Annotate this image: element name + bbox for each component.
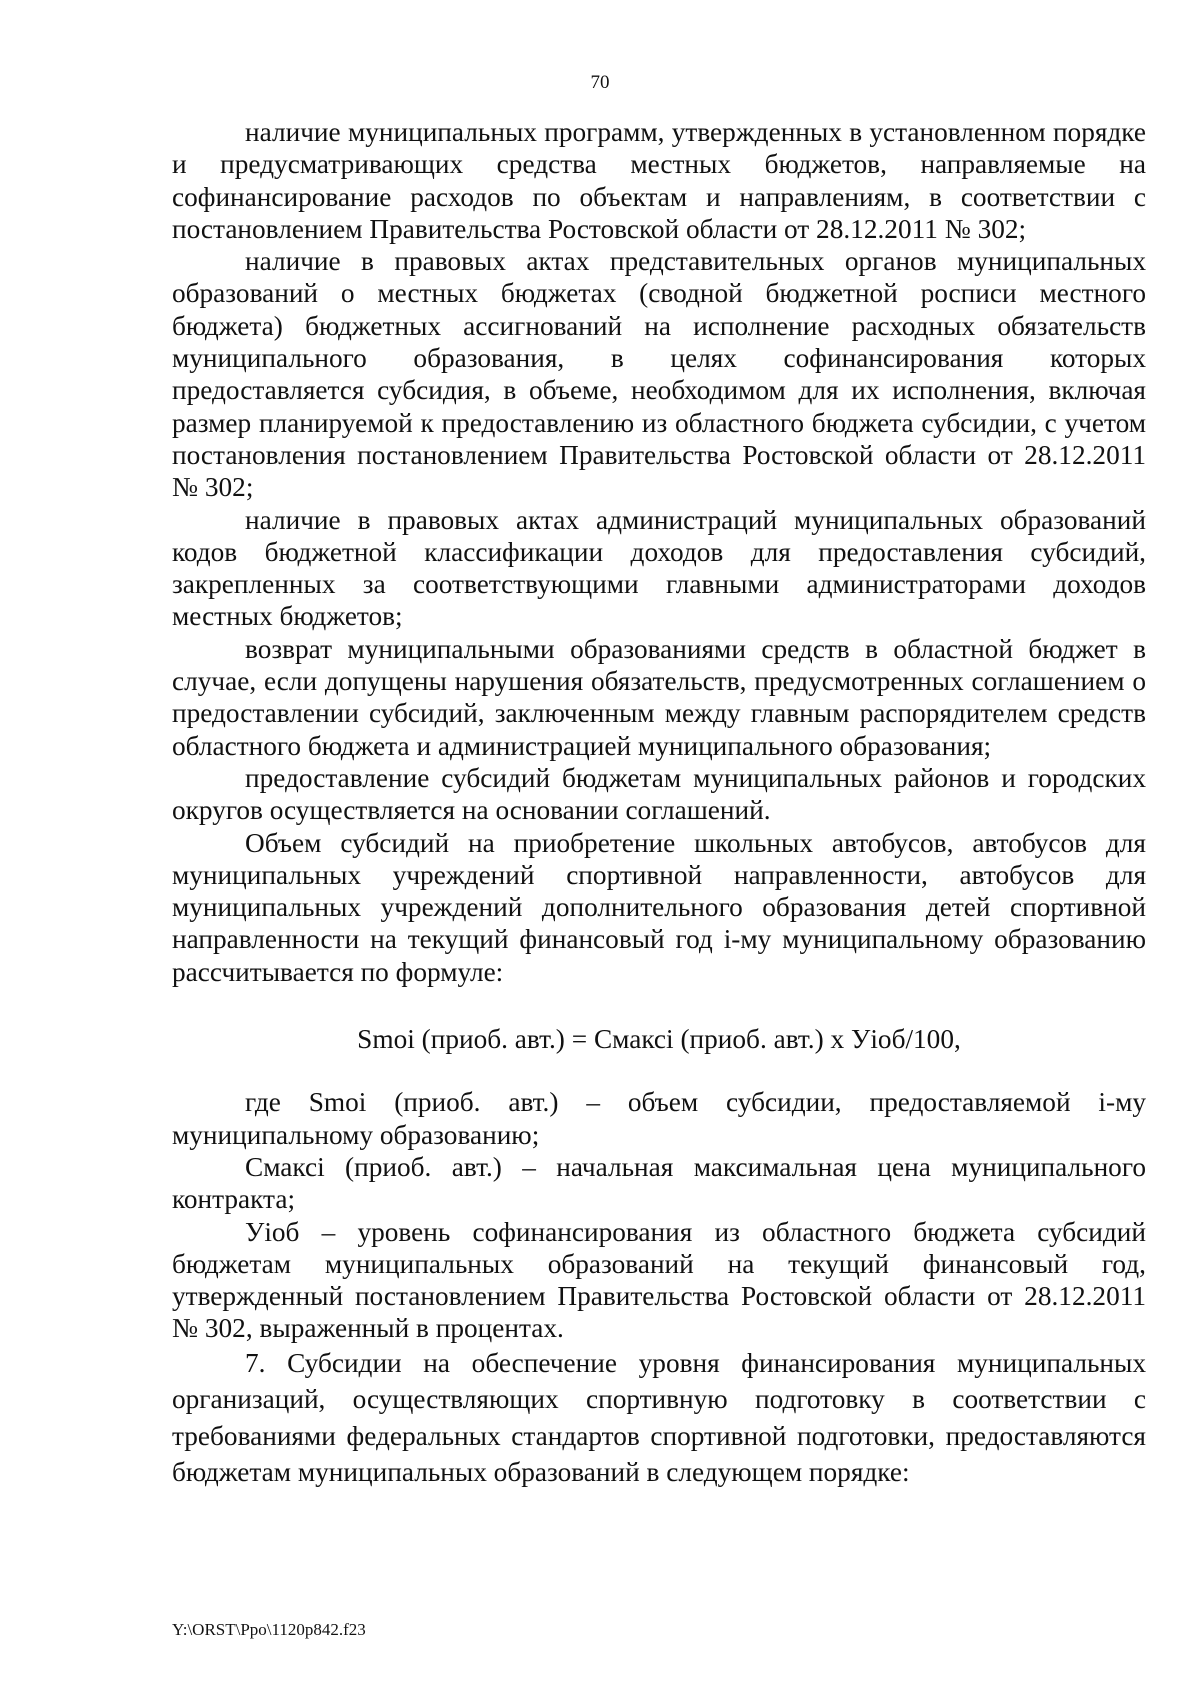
document-body [172,116,1146,1491]
paragraph-budget-allocations: наличие в правовых актах представительных органов муниципальных образований о местных бюджетах (сводной бюджетной росписи местного бюджета) бюджетных ассигнований на исполнение расходных обязательств муниципального образования, в целях софинансирования которых предоставляется субсидия, в объеме, необходимом для их исполнения, включая размер планируемой к предоставлению из областного бюджета субсидии, с учетом постановления постановлением Правительства Ростовской области от 28.12.2011 № 302; [172,246,1146,503]
section-7-paragraph: 7. Субсидии на обеспечение уровня финансирования муниципальных организаций, осуществляющих спортивную подготовку в соответствии с требованиями федеральных стандартов спортивной подготовки, предоставляются бюджетам муниципальных образований в следующем порядке: [172,1347,1146,1488]
definition-cmaksi: Cмаксi (приоб. авт.) – начальная максимальная цена муниципального контракта; [172,1151,1146,1215]
footer-file-path: Y:\ORST\Ppo\1120p842.f23 [172,1620,366,1639]
paragraph-agreements: предоставление субсидий бюджетам муниципальных районов и городских округов осуществляется на основании соглашений. [172,762,1146,826]
page-number: 70 [590,72,610,93]
definition-uiob: Уiоб – уровень софинансирования из областного бюджета субсидий бюджетам муниципальных образований на текущий финансовый год, утвержденный постановлением Правительства Ростовской области от 28.12.2011 № 302, выраженный в процентах. [172,1216,1146,1344]
paragraph-funds-return: возврат муниципальными образованиями средств в областной бюджет в случае, если допущены нарушения обязательств, предусмотренных соглашением о предоставлении субсидий, заключенным между главным распорядителем средств областного бюджета и администрацией муниципального образования; [172,633,1146,761]
subsidy-formula: Smoi (приоб. авт.) = Cмаксi (приоб. авт.) х Уiоб/100, [357,1024,961,1055]
paragraph-classification-codes: наличие в правовых актах администраций муниципальных образований кодов бюджетной классификации доходов для предоставления субсидий, закрепленных за соответствующими главными администраторами доходов местных бюджетов; [172,504,1146,632]
paragraph-subsidy-volume: Объем субсидий на приобретение школьных автобусов, автобусов для муниципальных учреждений спортивной направленности, автобусов для муниципальных учреждений дополнительного образования детей спортивной направленности на текущий финансовый год i-му муниципальному образованию рассчитывается по формуле: [172,827,1146,987]
definition-smoi: где Smoi (приоб. авт.) – объем субсидии, предоставляемой i-му муниципальному образованию; [172,1087,1146,1150]
paragraph-municipal-programs: наличие муниципальных программ, утвержденных в установленном порядке и предусматривающих средства местных бюджетов, направляемые на софинансирование расходов по объектам и направлениям, в соответствии с постановлением Правительства Ростовской области от 28.12.2011 № 302; [172,117,1146,244]
